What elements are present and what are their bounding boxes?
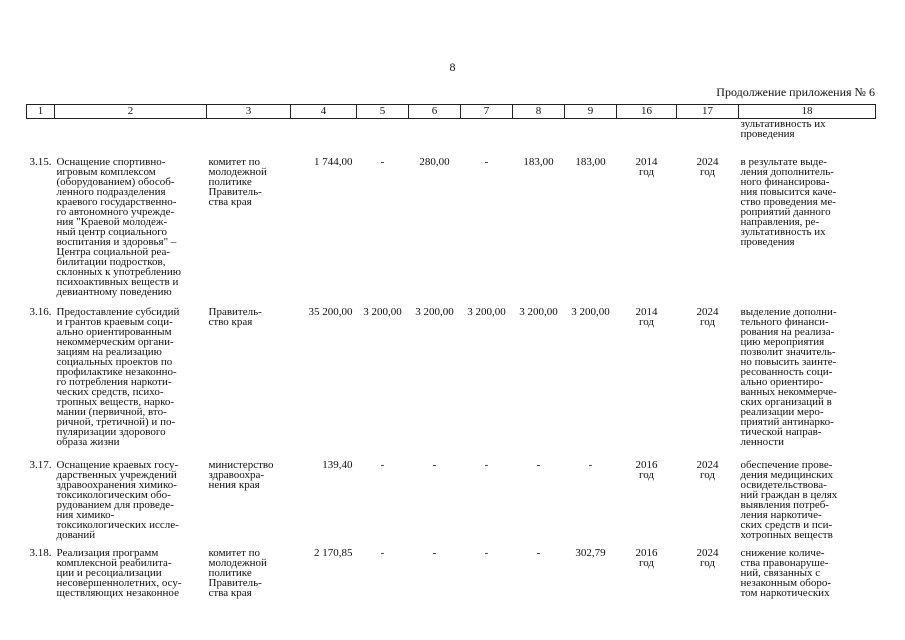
column-header: 5 [357,105,409,119]
executor: Правитель- ство края [208,307,262,328]
continuation-caption: Продолжение приложения № 6 [716,85,875,99]
amount-col9: - [588,460,593,471]
amount-col6: - [432,460,437,471]
amount-col9: 183,00 [575,157,606,168]
end-year: 2024 год [696,307,719,328]
amount-col7: - [484,548,489,559]
amount-col7: - [484,460,489,471]
amount-col6: 280,00 [419,157,450,168]
amount-col5: - [380,548,385,559]
total-amount: 1 744,00 [314,157,353,168]
start-year: 2014 год [635,307,658,328]
total-amount: 2 170,85 [314,548,353,559]
column-header: 9 [565,105,617,119]
start-year: 2016 год [635,460,658,481]
amount-col6: 3 200,00 [415,307,454,318]
total-amount: 139,40 [322,460,353,471]
expected-result: снижение количе- ства правонаруше- ний, связанных с незаконным оборо- том наркотических [740,548,832,599]
table-row [27,157,876,307]
column-header: 2 [55,105,207,119]
amount-col5: 3 200,00 [363,307,402,318]
amount-col5: - [380,157,385,168]
row-number: 3.16. [29,307,52,318]
measure-name: Предоставление субсидий и грантов краевым соци- ально ориентированным некоммерческим органи- зациям на реализацию социальных проектов по профилактике незаконно- го потребления наркоти- ческих средств, психо- тропных веществ, нарко- мании (первичной, вто- ричной, третичной) и по- пуляризации здорового образа жизни [56,307,180,448]
amount-col8: 183,00 [523,157,554,168]
column-header: 3 [207,105,291,119]
column-header: 18 [739,105,876,119]
column-header: 17 [677,105,739,119]
amount-col6: - [432,548,437,559]
column-header: 7 [461,105,513,119]
appendix-table [26,104,876,608]
end-year: 2024 год [696,157,719,178]
carry-over-row [27,119,876,158]
amount-col7: - [484,157,489,168]
column-header: 16 [617,105,677,119]
executor: комитет по молодежной политике Правитель- ства края [208,548,267,599]
executor: комитет по молодежной политике Правитель- ства края [208,157,267,208]
expected-result: выделение дополни- тельного финанси- рования на реализа- цию мероприятия позволит значитель- но повысить заинте- ресованность соци- ально ориентиро- ванных некоммерче- ских организаций в реализации меро- приятий антинарко- тической направ- ленности [740,307,837,448]
table-row [27,548,876,608]
row-number: 3.18. [29,548,52,559]
amount-col9: 3 200,00 [571,307,610,318]
column-header: 6 [409,105,461,119]
measure-name: Реализация программ комплексной реабилита- ции и ресоциализации несовершеннолетних, осу- ществляющих незаконное [56,548,182,599]
row-number: 3.15. [29,157,52,168]
expected-result: обеспечение прове- дения медицинских освидетельствова- ний граждан в целях выявления потреб- ления наркотиче- ских средств и пси- хотропных веществ [740,460,838,541]
end-year: 2024 год [696,548,719,569]
start-year: 2014 год [635,157,658,178]
row-number: 3.17. [29,460,52,471]
amount-col9: 302,79 [575,548,606,559]
measure-name: Оснащение краевых госу- дарственных учреждений здравоохранения химико- токсикологическим обо- рудованием для проведе- ния химико- токсикологических иссле- дований [56,460,179,541]
column-number-row [27,105,876,119]
measure-name: Оснащение спортивно- игровым комплексом (оборудованием) обособ- ленного подразделения краевого государственно- го автономного учрежде- ния "Краевой молодеж- ный центр социального воспитания и здоровья" – Центра социальной реа- билитации подростков, склонных к употреблению психоактивных веществ и девиантному поведению [56,157,181,298]
column-header: 1 [27,105,55,119]
carry-over-text: зультативность их проведения [740,118,826,140]
amount-col7: 3 200,00 [467,307,506,318]
column-header: 8 [513,105,565,119]
amount-col8: - [536,548,541,559]
end-year: 2024 год [696,460,719,481]
total-amount: 35 200,00 [308,307,353,318]
page-number: 8 [449,60,456,74]
amount-col5: - [380,460,385,471]
table-row [27,307,876,460]
table-row [27,460,876,548]
column-header: 4 [291,105,357,119]
amount-col8: - [536,460,541,471]
amount-col8: 3 200,00 [519,307,558,318]
expected-result: в результате выде- ления дополнитель- ного финансирова- ния повысится каче- ство проведения ме- роприятий данного направления, ре- зультативность их проведения [740,157,837,248]
executor: министерство здравоохра- нения края [208,460,274,491]
start-year: 2016 год [635,548,658,569]
